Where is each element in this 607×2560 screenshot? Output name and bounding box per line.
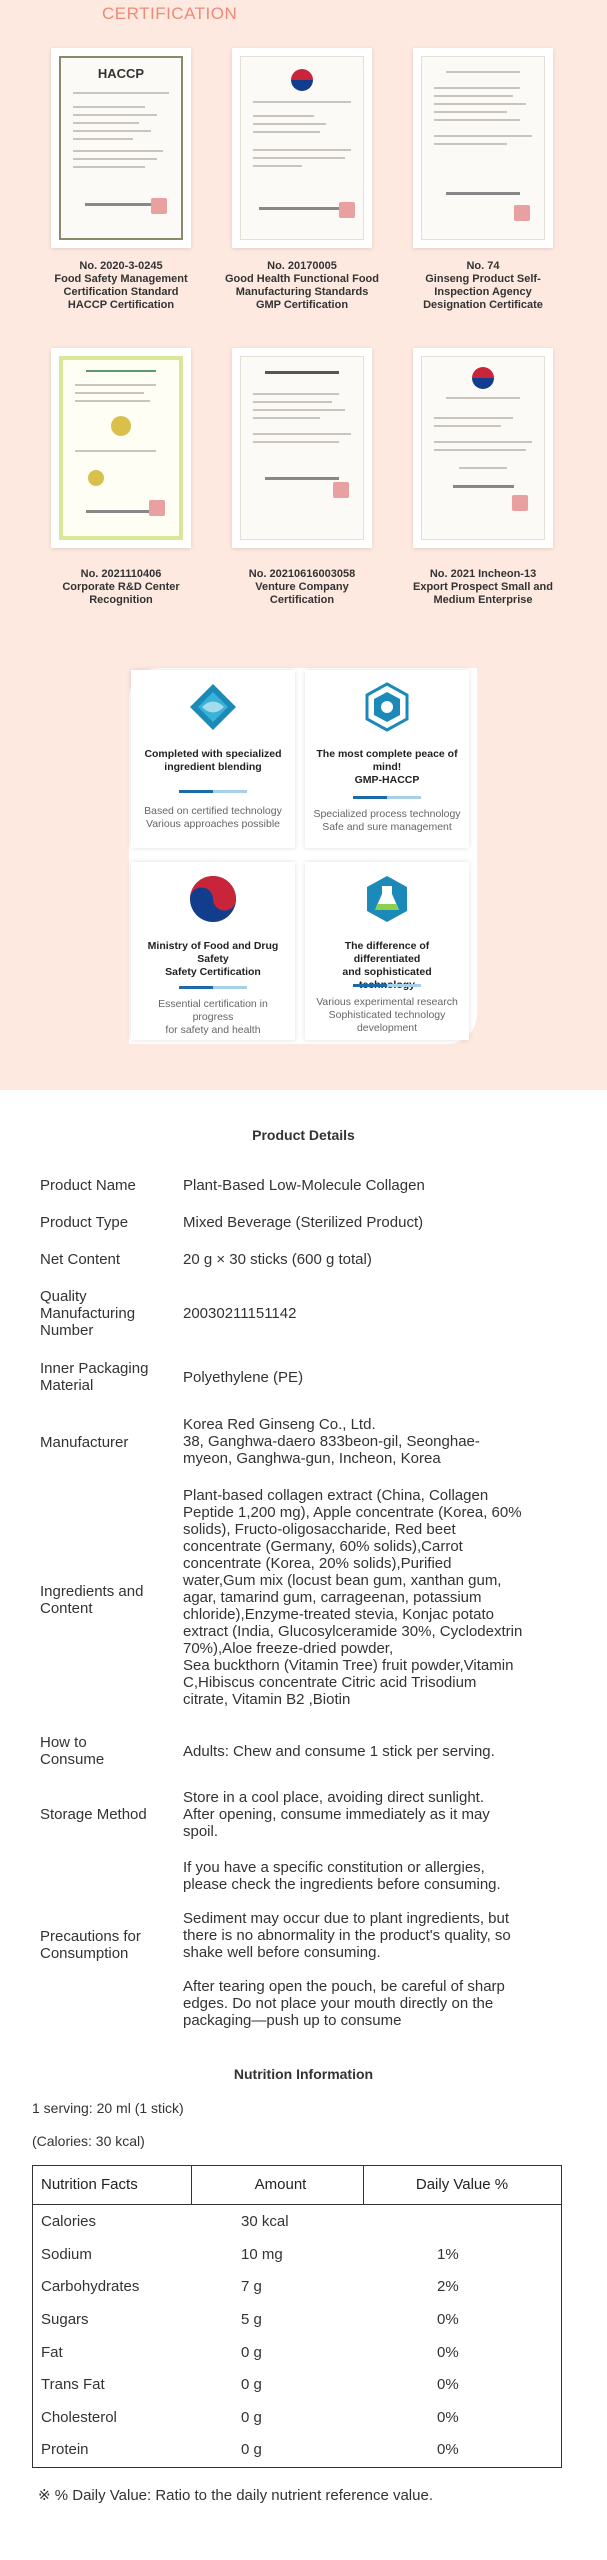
detail-value: Mixed Beverage (Sterilized Product) bbox=[183, 1214, 424, 1231]
korea-emblem-icon bbox=[291, 69, 313, 91]
detail-value: Store in a cool place, avoiding direct sunlight. After opening, consume immediately as it may spoil. bbox=[183, 1789, 490, 1840]
detail-label: Storage Method bbox=[40, 1806, 147, 1823]
haccp-header: HACCP bbox=[97, 66, 145, 81]
detail-label: Manufacturer bbox=[40, 1434, 129, 1451]
nutrient-daily-value: 0% bbox=[437, 2441, 459, 2458]
detail-value: Plant-Based Low-Molecule Collagen bbox=[183, 1177, 425, 1194]
taegeuk-icon bbox=[188, 874, 238, 924]
feature-divider bbox=[179, 986, 247, 989]
feature-description: Based on certified technology Various approaches possible bbox=[144, 805, 282, 830]
feature-divider bbox=[353, 984, 421, 987]
export-enterprise-certificate-image bbox=[413, 348, 553, 548]
table-header-amount: Amount bbox=[254, 2176, 307, 2193]
nutrient-name: Protein bbox=[41, 2441, 89, 2458]
nutrient-daily-value: 1% bbox=[437, 2246, 459, 2263]
features-panel bbox=[129, 668, 477, 1044]
feature-description: Specialized process technology Safe and sure management bbox=[313, 808, 461, 833]
blue-hexagon-icon bbox=[362, 682, 412, 732]
serving-size: 1 serving: 20 ml (1 stick) bbox=[32, 2100, 184, 2116]
nutrient-daily-value: 0% bbox=[437, 2344, 459, 2361]
certificate-caption: No. 2021 Incheon-13 Export Prospect Small and Medium Enterprise bbox=[413, 568, 553, 606]
table-header-daily-value: Daily Value % bbox=[415, 2176, 509, 2193]
detail-label: Inner Packaging Material bbox=[40, 1360, 149, 1394]
nutrient-name: Calories bbox=[41, 2213, 97, 2230]
korea-emblem-icon bbox=[472, 367, 494, 389]
detail-value: Plant-based collagen extract (China, Collagen Peptide 1,200 mg), Apple concentrate (Korea, 60% solids), Fructo-oligosaccharide, Red beet concentrate (Germany, 60% solids),Carrot concentrate (Korea, 20% solids),Purified water,Gum mix (locust bean gum, xanthan gum, agar, tamarind gum, carrageenan, potassium chloride),Enzyme-treated stevia, Konjac potato extract (India, Glucosylceramide 30%, Cyclodextrin 70%),Aloe freeze-dried powder, Sea buckthorn (Vitamin Tree) fruit powder,Vitamin C,Hibiscus concentrate Citric acid Trisodium citrate, Vitamin B2 ,Biotin bbox=[183, 1487, 523, 1708]
feature-card bbox=[305, 862, 469, 1040]
blue-diamond-icon bbox=[188, 682, 238, 732]
detail-label: Net Content bbox=[40, 1251, 121, 1268]
product-details-title: Product Details bbox=[252, 1127, 355, 1143]
detail-label: Precautions for Consumption bbox=[40, 1928, 141, 1962]
nutrient-amount: 0 g bbox=[241, 2409, 262, 2426]
feature-description: Various experimental research Sophisticated technology development bbox=[316, 996, 458, 1034]
nutrient-name: Sugars bbox=[41, 2311, 89, 2328]
ginseng-inspection-certificate-image bbox=[413, 48, 553, 248]
nutrient-daily-value: 0% bbox=[437, 2311, 459, 2328]
detail-value: Korea Red Ginseng Co., Ltd. 38, Ganghwa-daero 833beon-gil, Seonghae- myeon, Ganghwa-gun, Incheon, Korea bbox=[183, 1416, 480, 1467]
detail-value: Polyethylene (PE) bbox=[183, 1369, 304, 1386]
detail-label: How to Consume bbox=[40, 1734, 105, 1768]
feature-divider bbox=[179, 790, 247, 793]
venture-company-certificate-image bbox=[232, 348, 372, 548]
nutrient-name: Carbohydrates bbox=[41, 2278, 140, 2295]
nutrient-amount: 0 g bbox=[241, 2376, 262, 2393]
nutrient-name: Cholesterol bbox=[41, 2409, 117, 2426]
table-header-nutrition-facts: Nutrition Facts bbox=[41, 2176, 138, 2193]
calories-note: (Calories: 30 kcal) bbox=[32, 2133, 145, 2149]
detail-value: If you have a specific constitution or allergies, please check the ingredients before consuming. Sediment may occur due to plant ingredients, but there is no abnormality in the product's quality, so shake well before consuming. After tearing open the pouch, be careful of sharp edges. Do not place your mouth directly on the packaging—push up to consume bbox=[183, 1859, 511, 2029]
feature-description: Essential certification in progress for safety and health bbox=[158, 998, 268, 1036]
certification-title: CERTIFICATION bbox=[102, 4, 238, 23]
nutrient-amount: 10 mg bbox=[241, 2246, 283, 2263]
nutrient-amount: 30 kcal bbox=[241, 2213, 289, 2230]
nutrition-title: Nutrition Information bbox=[233, 2066, 374, 2082]
certificate-caption: No. 74 Ginseng Product Self- Inspection Agency Designation Certificate bbox=[423, 260, 543, 311]
feature-title: Completed with specialized ingredient blending bbox=[144, 748, 282, 773]
certificate-caption: No. 2021110406 Corporate R&D Center Recognition bbox=[62, 568, 180, 606]
detail-value: 20 g × 30 sticks (600 g total) bbox=[183, 1251, 372, 1268]
nutrient-amount: 7 g bbox=[241, 2278, 262, 2295]
detail-label: Ingredients and Content bbox=[40, 1583, 144, 1617]
table-divider bbox=[191, 2166, 192, 2204]
detail-label: Quality Manufacturing Number bbox=[40, 1288, 136, 1339]
gmp-certificate-image bbox=[232, 48, 372, 248]
feature-card bbox=[131, 670, 295, 848]
nutrient-daily-value: 2% bbox=[437, 2278, 459, 2295]
nutrient-amount: 5 g bbox=[241, 2311, 262, 2328]
detail-label: Product Name bbox=[40, 1177, 136, 1194]
nutrient-daily-value: 0% bbox=[437, 2409, 459, 2426]
table-divider bbox=[33, 2204, 561, 2205]
feature-title: The most complete peace of mind! GMP-HACCP bbox=[316, 748, 458, 786]
certificate-caption: No. 2020-3-0245 Food Safety Management Certification Standard HACCP Certification bbox=[54, 260, 188, 311]
nutrient-amount: 0 g bbox=[241, 2344, 262, 2361]
nutrient-amount: 0 g bbox=[241, 2441, 262, 2458]
haccp-certificate-image bbox=[51, 48, 191, 248]
feature-divider bbox=[353, 796, 421, 799]
certification-section bbox=[0, 0, 607, 1090]
detail-label: Product Type bbox=[40, 1214, 129, 1231]
nutrition-table bbox=[32, 2165, 562, 2468]
daily-value-footnote: ※ % Daily Value: Ratio to the daily nutrient reference value. bbox=[38, 2487, 433, 2504]
nutrient-name: Trans Fat bbox=[41, 2376, 105, 2393]
rnd-center-certificate-image bbox=[51, 348, 191, 548]
flask-icon bbox=[362, 874, 412, 924]
nutrient-name: Fat bbox=[41, 2344, 63, 2361]
detail-value: 20030211151142 bbox=[183, 1305, 297, 1322]
certificate-caption: No. 20210616003058 Venture Company Certification bbox=[248, 568, 356, 606]
nutrient-daily-value: 0% bbox=[437, 2376, 459, 2393]
certificate-caption: No. 20170005 Good Health Functional Food Manufacturing Standards GMP Certification bbox=[225, 260, 379, 311]
table-divider bbox=[363, 2166, 364, 2204]
feature-title: Ministry of Food and Drug Safety Safety Certification bbox=[147, 940, 279, 978]
feature-title: The difference of differentiated and sophisticated bbox=[342, 940, 432, 978]
feature-card bbox=[305, 670, 469, 848]
feature-card bbox=[131, 862, 295, 1040]
nutrient-name: Sodium bbox=[41, 2246, 92, 2263]
detail-value: Adults: Chew and consume 1 stick per serving. bbox=[183, 1743, 495, 1760]
gold-seal-icon bbox=[111, 416, 131, 436]
